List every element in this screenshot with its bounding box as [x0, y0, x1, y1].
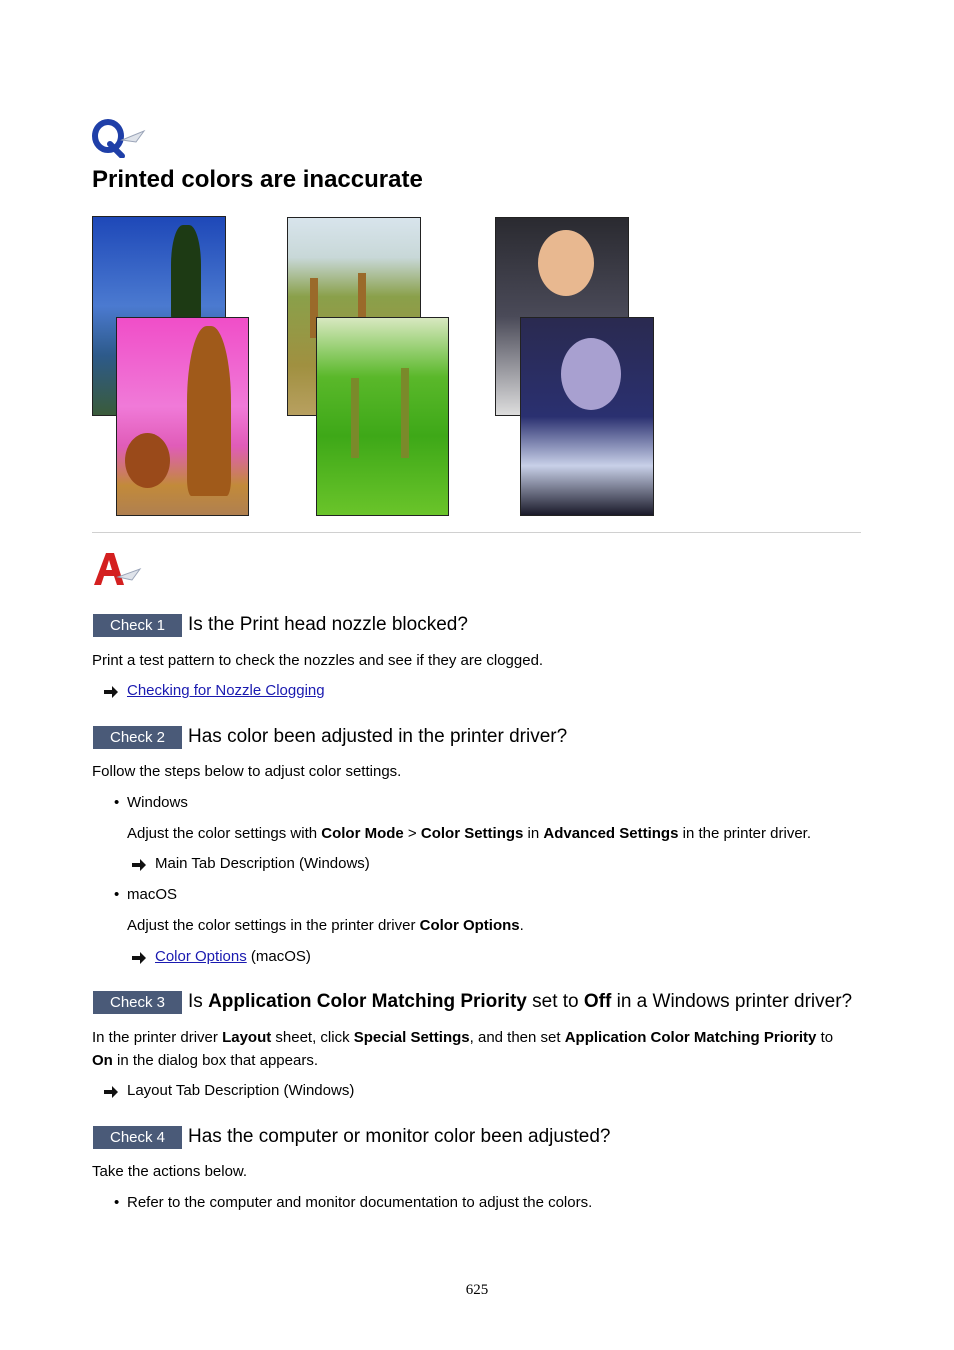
check-3-text-line2: On in the dialog box that appears. [92, 1052, 318, 1069]
check-3-question: Is Application Color Matching Priority set to Off in a Windows printer driver? [188, 991, 853, 1012]
bullet: • [114, 886, 120, 903]
check-4-intro: Take the actions below. [92, 1163, 248, 1180]
page-title: Printed colors are inaccurate [92, 166, 423, 193]
landscape-photo-magenta [116, 317, 249, 516]
check-2-badge: Check 2 [93, 726, 182, 749]
check-3-text-line1: In the printer driver Layout sheet, click Special Settings, and then set Application Color Matching Priority to [92, 1029, 834, 1046]
check-1-badge: Check 1 [93, 614, 182, 637]
macos-label: macOS [127, 886, 178, 903]
layout-tab-reference: Layout Tab Description (Windows) [127, 1082, 355, 1099]
check-4-item: Refer to the computer and monitor documentation to adjust the colors. [127, 1194, 593, 1211]
main-tab-reference: Main Tab Description (Windows) [155, 855, 370, 872]
answer-a-icon [92, 549, 144, 589]
question-q-icon [92, 118, 148, 158]
color-options-link[interactable]: Color Options [155, 948, 247, 965]
check-4-badge: Check 4 [93, 1126, 182, 1149]
arrow-right-icon [131, 859, 147, 871]
check-2-intro: Follow the steps below to adjust color settings. [92, 763, 402, 780]
check-2-question: Has color been adjusted in the printer driver? [188, 726, 568, 747]
check-4-question: Has the computer or monitor color been adjusted? [188, 1126, 611, 1147]
arrow-right-icon [131, 952, 147, 964]
windows-label: Windows [127, 794, 188, 811]
bullet: • [114, 794, 120, 811]
photo-comparison [92, 216, 654, 516]
check-1-question: Is the Print head nozzle blocked? [188, 614, 468, 635]
arrow-right-icon [103, 686, 119, 698]
bullet: • [114, 1194, 120, 1211]
giraffe-photo-green [316, 317, 449, 516]
color-options-reference: Color Options (macOS) [155, 948, 311, 965]
arrow-right-icon [103, 1086, 119, 1098]
windows-instruction: Adjust the color settings with Color Mode > Color Settings in Advanced Settings in the printer driver. [127, 825, 811, 842]
page-number: 625 [465, 1282, 489, 1298]
nozzle-clogging-link[interactable]: Checking for Nozzle Clogging [127, 682, 325, 699]
check-1-text: Print a test pattern to check the nozzles and see if they are clogged. [92, 652, 544, 669]
divider [92, 532, 861, 533]
check-3-badge: Check 3 [93, 991, 182, 1014]
baby-photo-blue [520, 317, 654, 516]
macos-instruction: Adjust the color settings in the printer driver Color Options. [127, 917, 524, 934]
